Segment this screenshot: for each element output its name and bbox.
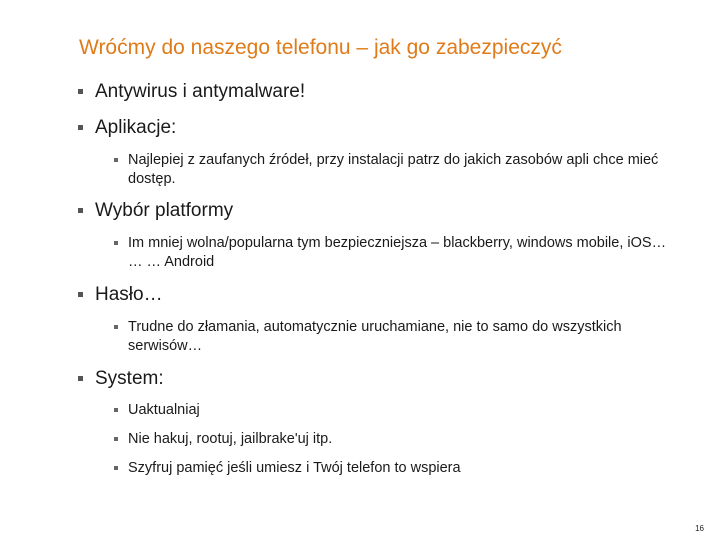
bullet-item <box>95 284 163 306</box>
square-bullet-icon <box>78 292 83 297</box>
sub-bullet-text: Im mniej wolna/popularna tym bezpieczniejsza – blackberry, windows mobile, iOS… … … Android <box>128 235 667 270</box>
bullet-text: Wybór platformy <box>95 200 234 221</box>
bullet-item <box>95 117 176 139</box>
square-bullet-icon <box>78 89 83 94</box>
sub-bullet-item <box>128 234 668 272</box>
square-bullet-icon <box>78 376 83 381</box>
square-bullet-icon <box>114 158 118 162</box>
square-bullet-icon <box>114 408 118 412</box>
sub-bullet-text: Trudne do złamania, automatycznie uruchamiane, nie to samo do wszystkich serwisów… <box>128 319 622 354</box>
bullet-item <box>95 81 305 103</box>
sub-bullet-item <box>128 459 668 478</box>
sub-bullet-item <box>128 401 668 420</box>
bullet-text: System: <box>95 368 164 389</box>
bullet-item <box>95 200 233 222</box>
slide-title: Wróćmy do naszego telefonu – jak go zabezpieczyć <box>79 36 562 59</box>
bullet-text: Aplikacje: <box>95 117 177 138</box>
sub-bullet-item <box>128 430 668 449</box>
page-number: 16 <box>695 524 704 533</box>
square-bullet-icon <box>114 325 118 329</box>
sub-bullet-text: Najlepiej z zaufanych źródeł, przy instalacji patrz do jakich zasobów apli chce mieć dostęp. <box>128 152 659 187</box>
bullet-text: Hasło… <box>95 284 163 305</box>
square-bullet-icon <box>78 208 83 213</box>
sub-bullet-text: Szyfruj pamięć jeśli umiesz i Twój telefon to wspiera <box>128 460 461 476</box>
square-bullet-icon <box>78 125 83 130</box>
sub-bullet-text: Nie hakuj, rootuj, jailbrake'uj itp. <box>128 431 333 447</box>
sub-bullet-item <box>128 151 668 189</box>
sub-bullet-text: Uaktualniaj <box>128 402 200 418</box>
square-bullet-icon <box>114 241 118 245</box>
bullet-text: Antywirus i antymalware! <box>95 81 306 102</box>
sub-bullet-item <box>128 318 668 356</box>
square-bullet-icon <box>114 466 118 470</box>
bullet-item <box>95 368 164 390</box>
square-bullet-icon <box>114 437 118 441</box>
